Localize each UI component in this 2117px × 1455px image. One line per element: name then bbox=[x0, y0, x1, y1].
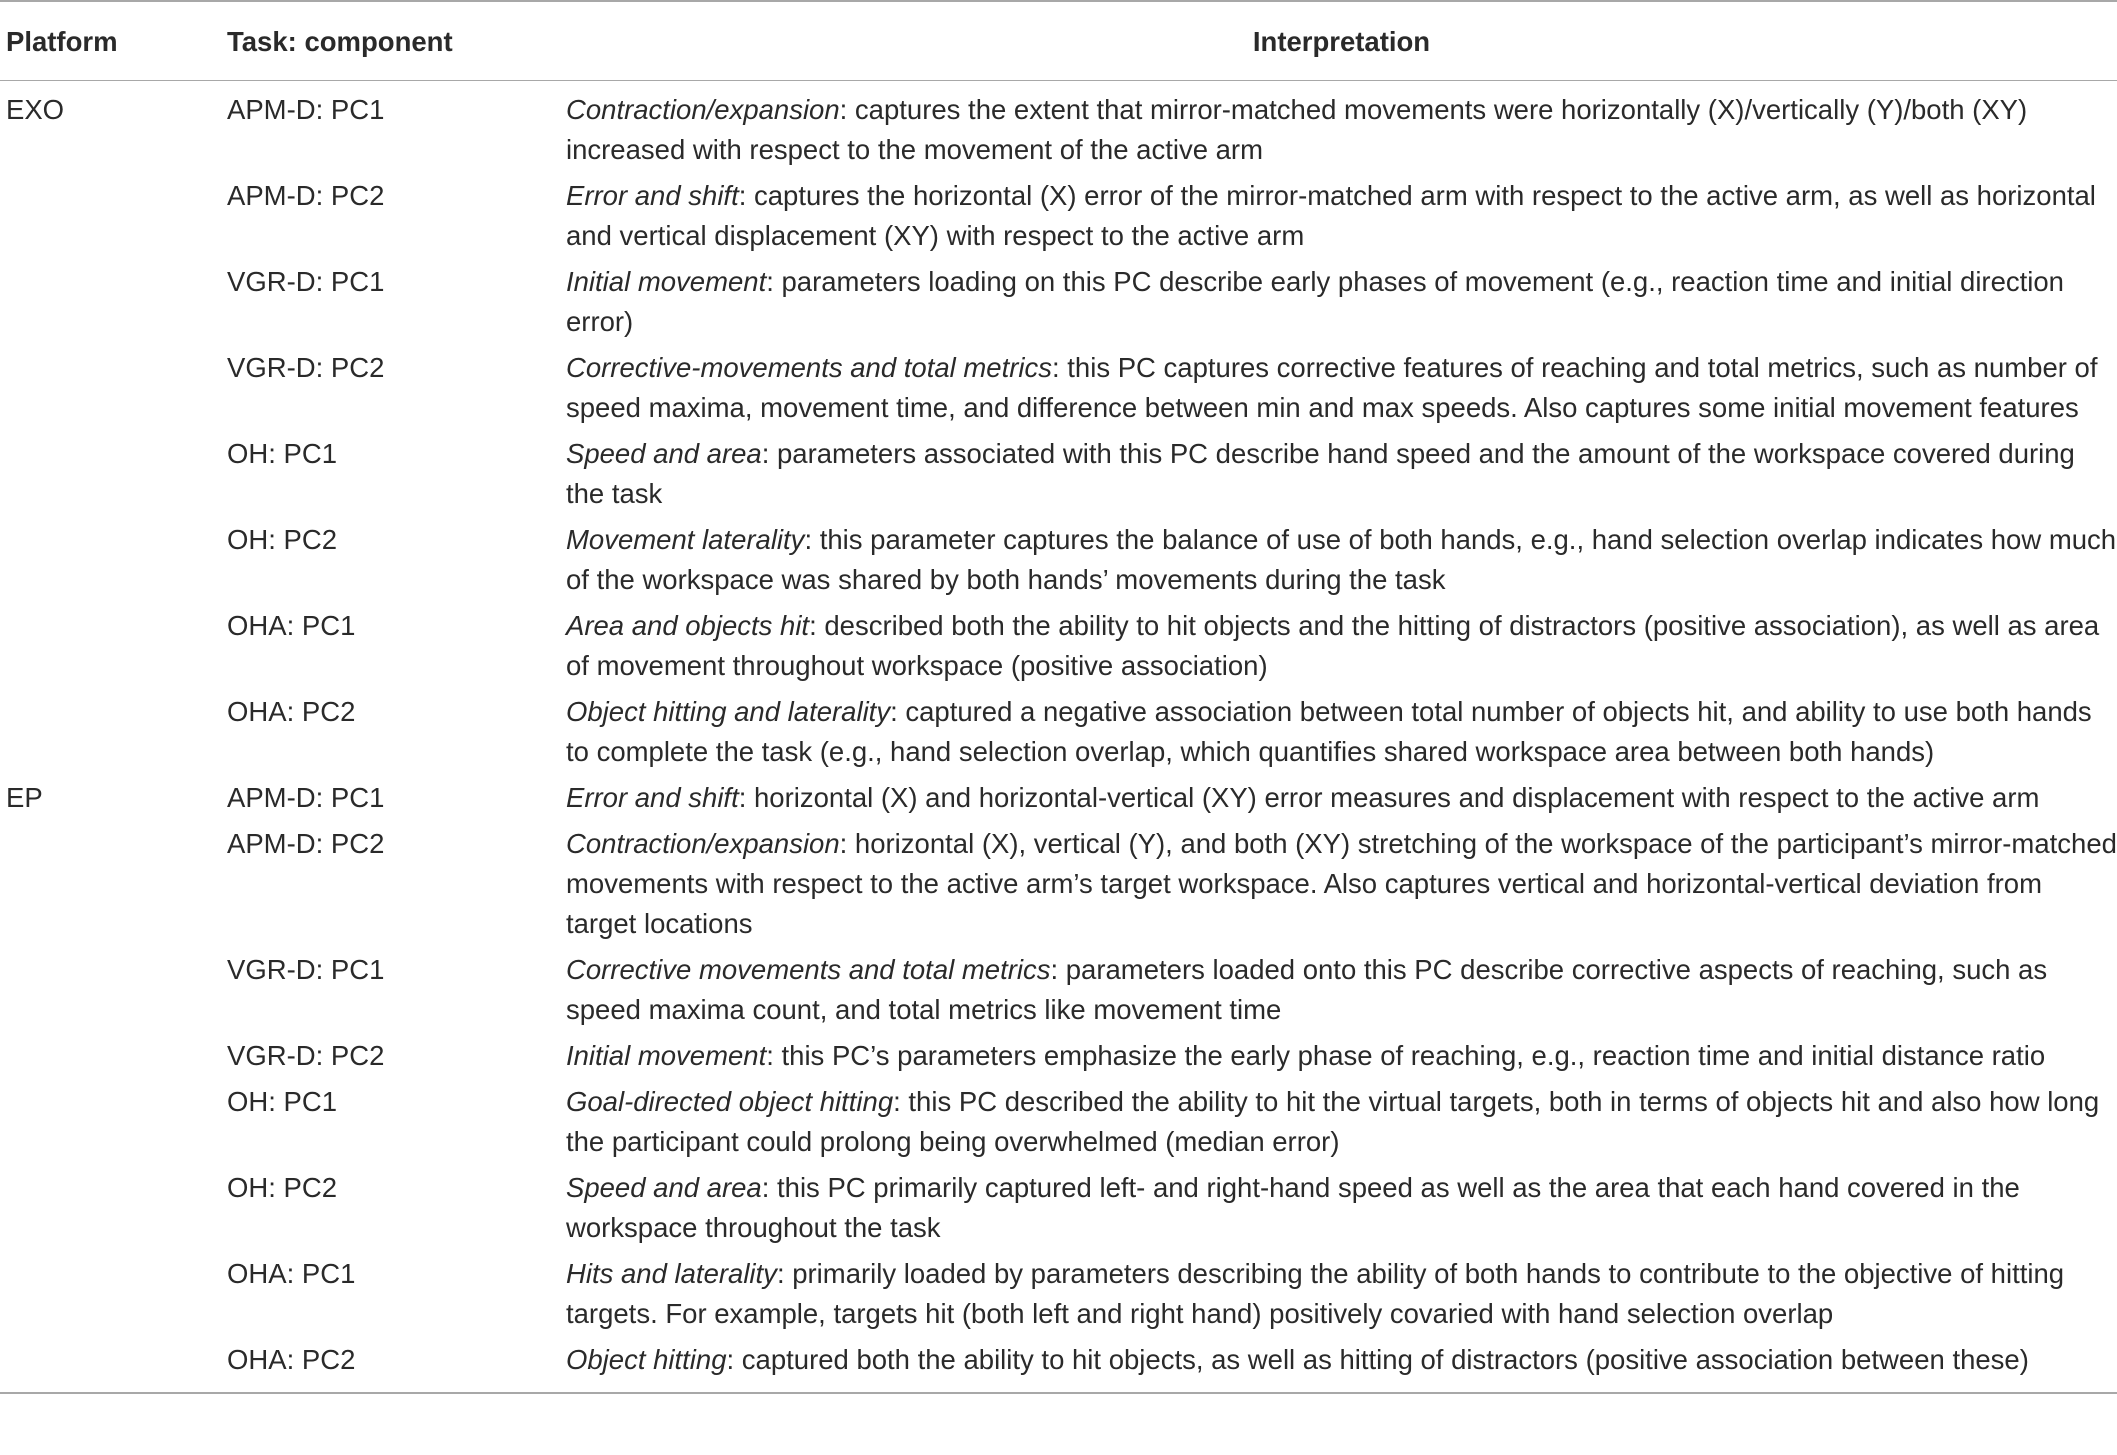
task-component-cell: VGR-D: PC2 bbox=[227, 1040, 385, 1071]
interpretation-term: Initial movement bbox=[566, 266, 767, 297]
task-component-cell: OHA: PC2 bbox=[227, 696, 356, 727]
table-row bbox=[0, 434, 2117, 520]
platform-cell bbox=[0, 824, 227, 950]
interpretation-term: Hits and laterality bbox=[566, 1258, 777, 1289]
table-row bbox=[0, 692, 2117, 778]
table-row bbox=[0, 1340, 2117, 1393]
table-row bbox=[0, 1168, 2117, 1254]
task-component-cell: OH: PC1 bbox=[227, 438, 338, 469]
platform-cell bbox=[0, 1254, 227, 1340]
interpretation-cell bbox=[566, 950, 2117, 1036]
platform-cell bbox=[0, 1340, 227, 1393]
interpretation-cell bbox=[566, 1036, 2117, 1082]
platform-cell bbox=[0, 176, 227, 262]
task-component-cell: OH: PC1 bbox=[227, 1086, 338, 1117]
interpretation-text: : this PC described the ability to hit the virtual targets, both in terms of objects hit and also how long the participant could prolong being overwhelmed (median error) bbox=[566, 1086, 2100, 1157]
interpretation-text: : primarily loaded by parameters describing the ability of both hands to contribute to the objective of hitting targets. For example, targets hit (both left and right hand) positively covaried with hand selection overlap bbox=[566, 1258, 2065, 1329]
interpretation-term: Goal-directed object hitting bbox=[566, 1086, 894, 1117]
interpretation-text: : this PC primarily captured left- and right-hand speed as well as the area that each hand covered in the workspace throughout the task bbox=[566, 1172, 2020, 1243]
task-component-cell: APM-D: PC2 bbox=[227, 828, 385, 859]
platform-cell bbox=[0, 348, 227, 434]
interpretation-cell bbox=[566, 1340, 2117, 1393]
task-component-cell: OH: PC2 bbox=[227, 524, 338, 555]
task-component-cell: APM-D: PC1 bbox=[227, 782, 385, 813]
task-component-cell: OHA: PC1 bbox=[227, 1258, 356, 1289]
interpretation-term: Speed and area bbox=[566, 438, 762, 469]
interpretation-text: : captured both the ability to hit objects, as well as hitting of distractors (positive association between these) bbox=[726, 1344, 2029, 1375]
interpretation-cell bbox=[566, 520, 2117, 606]
interpretation-cell bbox=[566, 176, 2117, 262]
interpretation-term: Contraction/expansion bbox=[566, 94, 840, 125]
interpretation-cell bbox=[566, 692, 2117, 778]
interpretation-cell bbox=[566, 434, 2117, 520]
interpretation-term: Corrective movements and total metrics bbox=[566, 954, 1051, 985]
interpretation-text: : horizontal (X), vertical (Y), and both (XY) stretching of the workspace of the participant’s mirror-matched movements with respect to the active arm’s target workspace. Also captures vertical and horizontal-vertical deviation from target locations bbox=[566, 828, 2117, 939]
table-row bbox=[0, 950, 2117, 1036]
platform-cell: EXO bbox=[6, 94, 65, 125]
platform-cell bbox=[0, 262, 227, 348]
interpretation-term: Speed and area bbox=[566, 1172, 762, 1203]
table-row bbox=[0, 81, 2117, 177]
table-row bbox=[0, 520, 2117, 606]
task-component-cell: APM-D: PC1 bbox=[227, 94, 385, 125]
header-interpretation: Interpretation bbox=[566, 1, 2117, 81]
task-component-cell: VGR-D: PC1 bbox=[227, 266, 385, 297]
interpretation-text: : this PC captures corrective features of reaching and total metrics, such as number of speed maxima, movement time, and difference between min and max speeds. Also captures some initial movement features bbox=[566, 352, 2098, 423]
interpretation-text: : parameters loaded onto this PC describe corrective aspects of reaching, such as speed maxima count, and total metrics like movement time bbox=[566, 954, 2048, 1025]
interpretation-text: : captures the extent that mirror-matched movements were horizontally (X)/vertically (Y)/both (XY) increased with respect to the movement of the active arm bbox=[566, 94, 2028, 165]
interpretation-term: Error and shift bbox=[566, 180, 739, 211]
table-row bbox=[0, 1036, 2117, 1082]
interpretation-text: : described both the ability to hit objects and the hitting of distractors (positive association), as well as area of movement throughout workspace (positive association) bbox=[566, 610, 2100, 681]
platform-cell: EP bbox=[6, 782, 43, 813]
header-task-component: Task: component bbox=[227, 1, 566, 81]
header-platform: Platform bbox=[0, 1, 227, 81]
platform-cell bbox=[0, 950, 227, 1036]
interpretation-cell bbox=[566, 1082, 2117, 1168]
interpretation-text: : parameters associated with this PC describe hand speed and the amount of the workspace covered during the task bbox=[566, 438, 2075, 509]
platform-cell bbox=[0, 1082, 227, 1168]
table-row bbox=[0, 1254, 2117, 1340]
task-component-cell: VGR-D: PC2 bbox=[227, 352, 385, 383]
interpretation-cell bbox=[566, 1168, 2117, 1254]
interpretation-cell bbox=[566, 81, 2117, 177]
interpretation-term: Contraction/expansion bbox=[566, 828, 840, 859]
table-row bbox=[0, 824, 2117, 950]
table-row bbox=[0, 1082, 2117, 1168]
interpretation-term: Object hitting and laterality bbox=[566, 696, 891, 727]
platform-cell bbox=[0, 434, 227, 520]
task-component-cell: VGR-D: PC1 bbox=[227, 954, 385, 985]
table-body bbox=[0, 81, 2117, 1394]
platform-cell bbox=[0, 520, 227, 606]
task-component-cell: APM-D: PC2 bbox=[227, 180, 385, 211]
table-row bbox=[0, 262, 2117, 348]
interpretation-cell bbox=[566, 348, 2117, 434]
interpretation-text: : horizontal (X) and horizontal-vertical (XY) error measures and displacement with respect to the active arm bbox=[738, 782, 2040, 813]
interpretation-term: Object hitting bbox=[566, 1344, 727, 1375]
interpretation-term: Error and shift bbox=[566, 782, 739, 813]
header-row bbox=[0, 1, 2117, 81]
interpretation-term: Area and objects hit bbox=[566, 610, 810, 641]
task-component-cell: OHA: PC1 bbox=[227, 610, 356, 641]
interpretation-cell bbox=[566, 824, 2117, 950]
platform-cell bbox=[0, 692, 227, 778]
platform-cell bbox=[0, 1168, 227, 1254]
task-component-cell: OH: PC2 bbox=[227, 1172, 338, 1203]
interpretation-cell bbox=[566, 262, 2117, 348]
table-row bbox=[0, 606, 2117, 692]
interpretation-term: Movement laterality bbox=[566, 524, 805, 555]
table-row bbox=[0, 176, 2117, 262]
interpretation-term: Corrective-movements and total metrics bbox=[566, 352, 1052, 383]
interpretation-text: : captures the horizontal (X) error of the mirror-matched arm with respect to the active arm, as well as horizontal and vertical displacement (XY) with respect to the active arm bbox=[566, 180, 2096, 251]
table-row bbox=[0, 348, 2117, 434]
interpretation-text: : parameters loading on this PC describe early phases of movement (e.g., reaction time and initial direction error) bbox=[566, 266, 2064, 337]
interpretation-text: : this PC’s parameters emphasize the early phase of reaching, e.g., reaction time and initial distance ratio bbox=[766, 1040, 2046, 1071]
interpretation-term: Initial movement bbox=[566, 1040, 767, 1071]
platform-cell bbox=[0, 606, 227, 692]
interpretation-text: : this parameter captures the balance of use of both hands, e.g., hand selection overlap indicates how much of the workspace was shared by both hands’ movements during the task bbox=[566, 524, 2117, 595]
interpretation-cell bbox=[566, 606, 2117, 692]
table-row bbox=[0, 778, 2117, 824]
interpretation-cell bbox=[566, 1254, 2117, 1340]
interpretation-text: : captured a negative association between total number of objects hit, and ability to use both hands to complete the task (e.g., hand selection overlap, which quantifies shared workspace area between both hands) bbox=[566, 696, 2092, 767]
platform-cell bbox=[0, 1036, 227, 1082]
interpretation-cell bbox=[566, 778, 2117, 824]
task-component-cell: OHA: PC2 bbox=[227, 1340, 566, 1393]
